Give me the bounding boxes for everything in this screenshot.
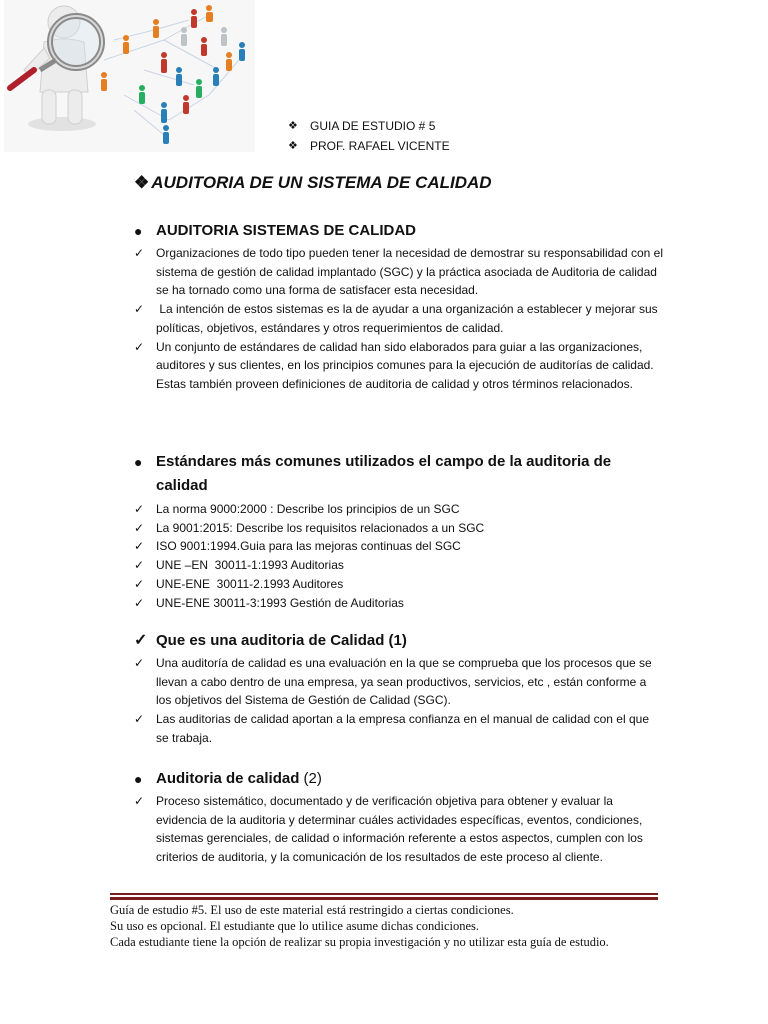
list-item-text: Una auditoría de calidad es una evaluación en la que se comprueba que los procesos que se llevan a cabo dentro de una empresa, ya sean productivos, servicios, etc , están conforme a los objetivos del Sistema de Gestión de Calidad (SGC). (156, 656, 652, 708)
list-item (134, 537, 664, 556)
checkmark-icon: ✓ (134, 302, 145, 317)
checkmark-icon: ✓ (134, 632, 148, 649)
list-item-text: La norma 9000:2000 : Describe los principios de un SGC (156, 502, 460, 516)
checkmark-icon: ✓ (134, 576, 145, 591)
section-heading (134, 450, 664, 498)
section-auditoria-sistemas (134, 219, 664, 394)
checkmark-icon: ✓ (134, 595, 145, 610)
footer-divider (110, 893, 658, 895)
list-item (134, 300, 664, 337)
bullet-dot-icon: ● (134, 454, 143, 470)
list-item-text: Un conjunto de estándares de calidad han sido elaborados para guiar a las organizaciones, auditores y sus clientes, en los principios comunes para la ejecución de auditorías de calidad. Estas también proveen definiciones de auditoria de calidad y otros términos relacionados. (156, 339, 654, 391)
header-item-guide (288, 116, 450, 136)
list-item (134, 575, 664, 594)
list-item-text: La intención de estos sistemas es la de ayudar a una organización a establecer y mejorar sus políticas, objetivos, estándares y otros requerimientos de calidad. (156, 302, 661, 335)
section-heading-text: Estándares más comunes utilizados el campo de la auditoria de calidad (156, 453, 612, 494)
list-item (134, 244, 664, 300)
header-list (288, 116, 450, 156)
section-heading (134, 219, 664, 243)
list-item-text: Organizaciones de todo tipo pueden tener la necesidad de demostrar su responsabilidad con el sistema de gestión de calidad implantado (SGC) y la práctica asociada de Auditoria de calidad se ha tornado como una forma de satisfacer esta necesidad. (156, 246, 663, 298)
checkmark-icon: ✓ (134, 794, 145, 808)
checkmark-icon: ✓ (134, 712, 145, 727)
footer-divider (110, 897, 658, 900)
checkmark-icon: ✓ (134, 246, 145, 260)
list-item-text: Las auditorias de calidad aportan a la empresa confianza en el manual de calidad con el que se trabaja. (156, 712, 649, 745)
section-que-es (134, 629, 664, 748)
list-item (134, 519, 664, 538)
diamond-bullet-icon: ❖ (134, 173, 150, 192)
checkmark-icon: ✓ (134, 656, 145, 670)
header-item-professor (288, 136, 450, 156)
list-item (134, 594, 664, 613)
footer-line: Guía de estudio #5. El uso de este material está restringido a ciertas condiciones. (110, 903, 514, 917)
list-item (134, 500, 664, 519)
diamond-bullet-icon: ❖ (288, 140, 298, 152)
section-auditoria-calidad (134, 767, 664, 867)
checkmark-icon: ✓ (134, 502, 145, 516)
checkmark-icon: ✓ (134, 539, 145, 554)
professor-label: PROF. RAFAEL VICENTE (310, 139, 450, 153)
list-item-text: UNE-ENE 30011-3:1993 Gestión de Auditorias (156, 595, 404, 610)
footer-line: Cada estudiante tiene la opción de realizar su propia investigación y no utilizar esta guía de estudio. (110, 935, 609, 949)
bullet-dot-icon: ● (134, 223, 143, 239)
bullet-dot-icon: ● (134, 771, 143, 787)
checkmark-icon: ✓ (134, 558, 145, 573)
list-item (134, 338, 664, 394)
list-item (134, 654, 664, 710)
section-estandares (134, 450, 664, 612)
section-heading-text: Que es una auditoria de Calidad (1) (156, 632, 407, 649)
section-heading-text: AUDITORIA SISTEMAS DE CALIDAD (156, 222, 417, 239)
list-item-text: UNE –EN 30011-1:1993 Auditorias (156, 558, 344, 573)
guide-label: GUIA DE ESTUDIO # 5 (310, 119, 436, 133)
footer-line: Su uso es opcional. El estudiante que lo utilice asume dichas condiciones. (110, 919, 480, 933)
checkmark-icon: ✓ (134, 520, 145, 535)
list-item (134, 556, 664, 575)
hero-illustration (4, 0, 255, 152)
diamond-bullet-icon: ❖ (288, 120, 298, 132)
list-item-text: Proceso sistemático, documentado y de verificación objetiva para obtener y evaluar la evidencia de la auditoria y determinar cuáles actividades específicas, eventos, condiciones, sistemas gerenciales, de calidad o información referente a estos aspectos, cumplen con los criterios de auditoria, y la comunicación de los resultados de este proceso al cliente. (156, 794, 643, 865)
footer-notice (110, 902, 670, 950)
list-item (134, 710, 664, 747)
document-title (134, 173, 492, 193)
section-heading (134, 767, 664, 791)
list-item (134, 792, 664, 867)
section-heading (134, 629, 664, 653)
title-text: AUDITORIA DE UN SISTEMA DE CALIDAD (151, 173, 492, 192)
list-item-text: ISO 9001:1994.Guia para las mejoras continuas del SGC (156, 539, 461, 554)
list-item-text: UNE-ENE 30011-2.1993 Auditores (156, 576, 344, 591)
list-item-text: La 9001:2015: Describe los requisitos relacionados a un SGC (156, 520, 485, 535)
checkmark-icon: ✓ (134, 339, 145, 354)
section-heading-suffix: (2) (303, 770, 322, 787)
section-heading-text: Auditoria de calidad (156, 770, 300, 787)
audit-magnifier-illustration (4, 0, 255, 152)
